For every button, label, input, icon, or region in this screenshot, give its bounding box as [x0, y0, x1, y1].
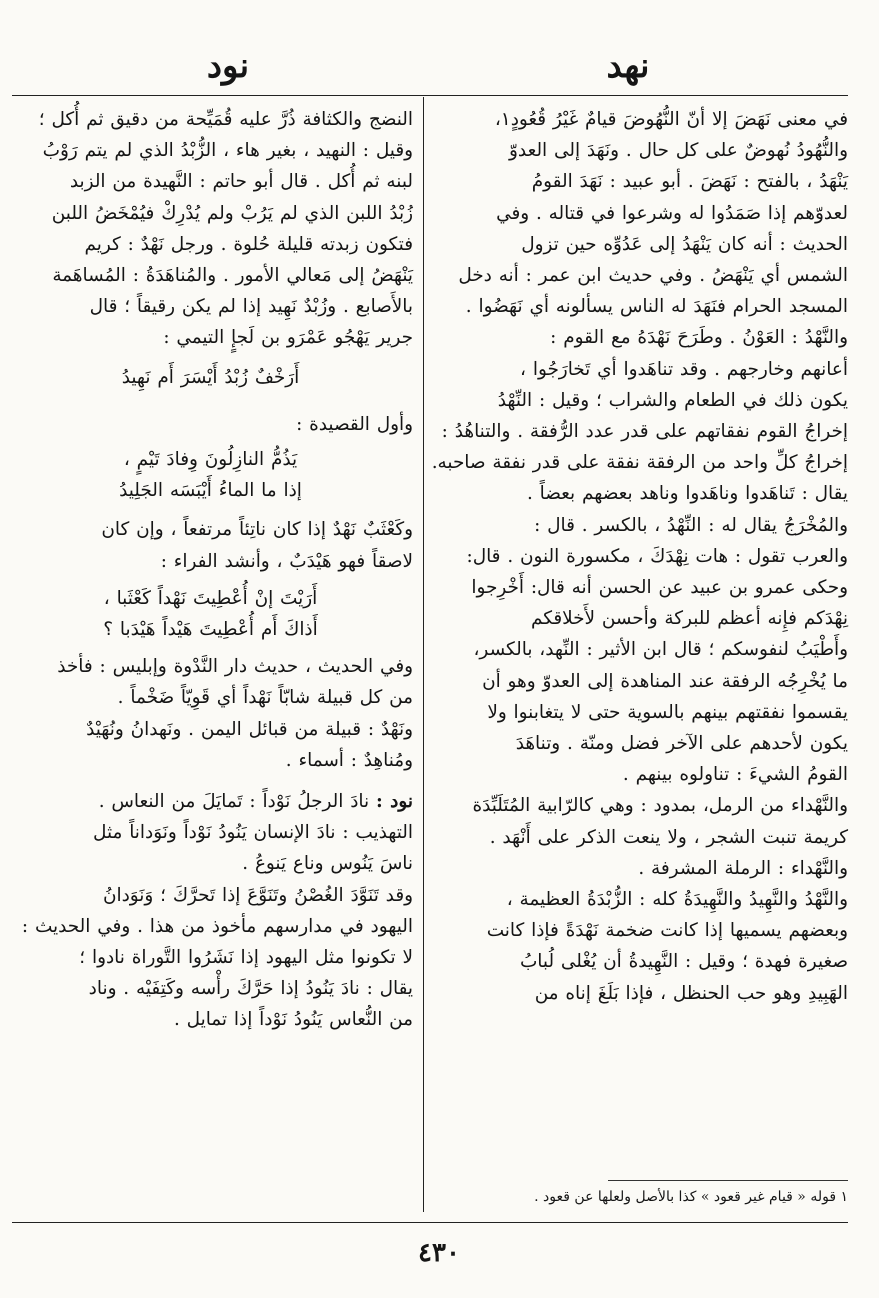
right-column-line: القومُ الشيءَ : تناولوه بينهم .: [622, 764, 848, 786]
right-column-line: نِهْدَكم فإِنه أعظم للبركة وأحسن لأَخلاقكم: [530, 608, 848, 630]
right-column-line: لعدوّهم إذا صَمَدُوا له وشرعوا في قتاله . وفي: [496, 202, 848, 224]
right-column-line: والنَّهْدُ والنَّهِيدُ والنَّهِيدَةُ كله : الزُّبْدَةُ العظيمة ،: [506, 889, 848, 911]
left-paragraph-3: [8, 514, 413, 576]
right-column-line: الحديث : أنه كان يَنْهَدُ إلى عَدُوِّه حين تزول: [521, 233, 848, 255]
left-p1-line: وقيل : النهيد ، بغير هاء ، الزُّبْدُ الذي لم يتم رَوْبُ: [42, 140, 413, 162]
right-column-line: وبعضهم يسميها إذا كانت ضخمة نَهْدَةً فإذا كانت: [486, 920, 848, 942]
right-column-line: كريمة تنبت الشجر ، ولا ينعت الذكر على أَنْهَد .: [489, 826, 848, 848]
verse-1: [8, 362, 413, 393]
verse2-line: يَذُمُّ النازِلُونَ وِفادَ تَيْمٍ ،: [123, 449, 298, 471]
left-p5-line: ناسَ يَنُوس وناع يَنوعُ .: [242, 853, 413, 875]
left-p1-line: لبنه ثم أُكل . قال أبو حاتم : النَّهيدة من الزبد: [69, 171, 413, 193]
right-column-line: يكون ذلك في الطعام والشراب ؛ وقيل : النِّهْدُ: [497, 389, 848, 411]
right-column-line: يكون لأحدهم على الآخر فضل ومنّة . وتناهَدَ: [515, 733, 848, 755]
header-left-title: نود: [206, 46, 250, 86]
left-paragraph-2: [8, 409, 413, 440]
verse2-line: إذا ما الماءُ أَيْبَسَه الجَلِيدُ: [119, 480, 302, 502]
right-column: [431, 104, 848, 1009]
left-p4-line: ومُناهِدٌ : أسماء .: [285, 749, 413, 771]
right-column-line: والنَّهْدُ : العَوْنُ . وطَرَحَ نَهْدَهُ مع القوم :: [550, 327, 848, 349]
left-p1-line: يَنْهَضُ إلى مَعالي الأمور . والمُناهَدَةُ : المُساهَمة: [52, 265, 413, 287]
left-p5-line: وقد تَنَوَّدَ الغُصْنُ وتَنَوَّعَ إذا تَحرَّكَ ؛ وَنَوَدانُ: [102, 884, 413, 906]
left-paragraph-1: [8, 104, 413, 354]
right-column-line: وأَطْيَبُ لنفوسكم ؛ قال ابن الأثير : النِّهد، بالكسر،: [473, 639, 848, 661]
right-column-line: وحكى عمرو بن عبيد عن الحسن أنه قال: أَخْرِجوا: [471, 577, 848, 599]
left-p1-line: جرير يَهْجُو عَمْرَو بن لَجإٍ التيمي :: [163, 327, 413, 349]
right-column-line: والمُخْرَجُ يقال له : النِّهْدُ ، بالكسر . قال :: [534, 514, 848, 536]
left-paragraph-4: [8, 651, 413, 776]
footer-rule: [12, 1222, 848, 1223]
header-right-title: نهد: [606, 46, 650, 86]
left-p3-line: لاصقاً فهو هَيْدَبٌ ، وأنشد الفراء :: [160, 550, 413, 572]
left-paragraph-5: [8, 817, 413, 1035]
right-column-line: الشمس أي يَنْهَضُ . وفي حديث ابن عمر : أنه دخل: [458, 265, 848, 287]
right-column-line: يقسموا نفقتهم بينهم بالسوية حتى لا يتغابنوا ولا: [487, 701, 848, 723]
left-p1-line: فتكون زبدته قليلة حُلوة . ورجل نَهْدٌ : كريم: [84, 233, 413, 255]
right-column-line: في معنى نَهَضَ إلا أنّ النُّهُوضَ قيامٌ غَيْرُ قُعُودٍ١،: [494, 109, 848, 130]
right-column-line: يقال : تَناهَدوا وناهَدوا وناهد بعضهم بعضاً .: [526, 483, 848, 505]
left-p5-line: التهذيب : نادَ الإنسان يَنُودُ نَوْداً ونَوَداناً مثل: [93, 822, 413, 844]
right-column-line: والنَّهْداء : الرملة المشرفة .: [638, 857, 848, 879]
right-column-line: يَنْهَدُ ، بالفتح : نَهَضَ . أبو عبيد : نَهَدَ القومُ: [531, 171, 848, 193]
right-column-line: إخراجُ القوم نفقاتهم على قدر عدد الرُّفقة . والتناهُدُ :: [441, 421, 848, 443]
left-p5-line: اليهود في مدارسهم مأخوذ من هذا . وفي الحديث :: [21, 915, 413, 937]
left-p4-line: وفي الحديث ، حديث دار النَّدْوة وإبليس : فأخذ: [57, 656, 413, 678]
right-column-line: إخراجُ كلِّ واحد من الرفقة نفقة على قدر نفقة صاحبه.: [431, 452, 848, 474]
verse-3: [8, 583, 413, 645]
left-p4-line: ونَهْدٌ : قبيلة من قبائل اليمن . ونَهدانُ ونُهَيْدٌ: [86, 718, 413, 740]
left-p5-line: يقال : نادَ يَنُودُ إذا حَرَّكَ رأْسه وكَتِفَيْه . وناد: [88, 978, 413, 1000]
right-column-line: المسجد الحرام فنَهَدَ له الناس يسألونه أي نَهَضُوا .: [465, 296, 848, 318]
left-p1-line: زُبْدُ اللبن الذي لم يَرُبْ ولم يُدْرِكْ فيُمْخَضُ اللبن: [51, 202, 413, 224]
right-column-line: أعانهم وخارجهم . وقد تناهَدوا أي تَخارَجُوا ،: [520, 358, 848, 380]
verse1-line: أَرَخْفٌ زُبْدُ أَيْسَرَ أَم نَهِيدُ: [121, 366, 300, 388]
right-column-line: الهَبِيدِ وهو حب الحنظل ، فإذا بَلَغَ إناه من: [534, 982, 848, 1004]
left-p5-line: لا تكونوا مثل اليهود إذا نَشَرُوا التَّوراة نادوا ؛: [79, 947, 413, 969]
verse3-line: أَذاكَ أَم أُعْطِيتَ هَيْداً هَيْدَبا ؟: [103, 619, 318, 641]
footnote-rule: [608, 1180, 848, 1181]
entry-gap: [8, 776, 413, 786]
entry-nud-line: [8, 786, 413, 817]
right-column-line: صغيرة فهدة ؛ وقيل : النَّهِيدةُ أن يُغْلى لُبابُ: [519, 951, 848, 973]
left-column: [8, 104, 413, 1036]
entry-first-line: نادَ الرجلُ نَوْداً : تَمايَلَ من النعاس .: [98, 791, 370, 813]
page-number: ٤٣٠: [418, 1238, 460, 1268]
header-rule: [12, 95, 848, 96]
left-p1-line: بالأَصابع . وزُبْدٌ نَهِيد إذا لم يكن رقيقاً ؛ قال: [89, 296, 413, 318]
column-separator: [423, 97, 424, 1212]
right-column-line: ما يُخْرِجُه الرفقة عند المناهدة إلى العدوّ وهو أن: [482, 670, 848, 692]
right-column-line: والعرب تقول : هات نِهْدَكَ ، مكسورة النون . قال:: [466, 545, 848, 567]
left-p4-line: من كل قبيلة شابّاً نَهْداً أي قَوِيّاً ضَخْماً .: [117, 687, 413, 709]
left-p2-line: وأول القصيدة :: [296, 413, 413, 435]
left-p1-line: النضج والكثافة ذُرَّ عليه قُمَيِّحة من دقيق ثم أُكل ؛: [38, 109, 413, 130]
right-column-line: والنَّهْداء من الرمل، بمدود : وهي كالرّابية المُتَلَبِّدَة: [472, 795, 848, 817]
footnote: ١ قوله « قيام غير قعود » كذا بالأصل ولعلها عن قعود .: [534, 1189, 848, 1205]
left-p5-line: من النُّعاس يَنُودُ نَوْداً إذا تمايل .: [173, 1009, 413, 1031]
verse3-line: أَرَيْتَ إنْ أُعْطِيتَ نَهْداً كَعْثَبا ،: [103, 587, 318, 609]
entry-headword: نود :: [375, 791, 413, 813]
left-p3-line: وكَعْثَبٌ نَهْدٌ إذا كان ناتِئاً مرتفعاً ، وإن كان: [101, 519, 413, 541]
right-column-line: والنُّهُودُ نُهوضٌ على كل حال . ونَهَدَ إلى العدوّ: [509, 140, 848, 162]
verse-2: [8, 444, 413, 506]
